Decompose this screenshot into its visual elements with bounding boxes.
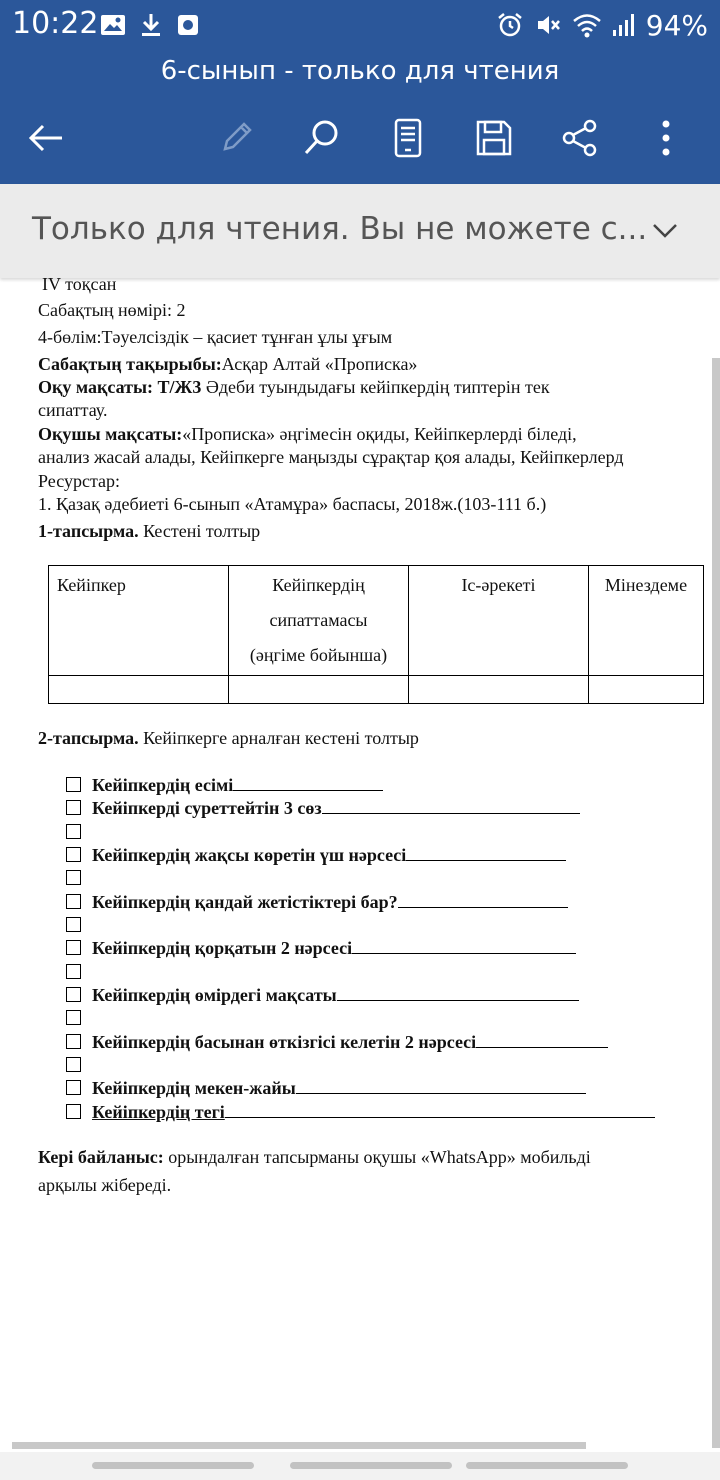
task2-line: [38, 728, 419, 749]
checkbox[interactable]: [66, 894, 81, 909]
checkbox[interactable]: [66, 847, 81, 862]
student-goal-line: [38, 424, 577, 445]
feedback-label: Кері байланыс:: [38, 1147, 164, 1167]
feedback-line: [38, 1147, 591, 1168]
task2-text: Кейіпкерге арналған кестені толтыр: [138, 728, 419, 748]
resources-label: Ресурстар:: [38, 471, 121, 491]
goal-line-2: сипаттау.: [38, 400, 108, 420]
search-icon: [302, 118, 342, 158]
checkbox[interactable]: [66, 777, 81, 792]
nav-handle[interactable]: [92, 1462, 254, 1469]
save-button[interactable]: [464, 105, 524, 170]
checkbox[interactable]: [66, 1057, 81, 1072]
horizontal-scrollbar[interactable]: [12, 1442, 586, 1449]
list-item: Кейіпкерді суреттейтін 3 сөз: [92, 797, 580, 819]
edit-pencil-icon: [217, 119, 255, 157]
list-item: Кейіпкердің тегі: [92, 1101, 655, 1123]
header-cell: Кейіпкердің сипаттамасы (әңгіме бойынша): [229, 566, 409, 676]
checkbox[interactable]: [66, 917, 81, 932]
topic-label: Сабақтың тақырыбы:: [38, 354, 222, 374]
feedback-line-2: арқылы жібереді.: [38, 1175, 172, 1195]
app-bar: [0, 0, 720, 184]
more-button[interactable]: [636, 105, 696, 170]
search-button[interactable]: [292, 105, 352, 170]
task2-label: 2-тапсырма.: [38, 728, 139, 748]
checkbox[interactable]: [66, 870, 81, 885]
list-item: Кейіпкердің жақсы көретін үш нәрсесі: [92, 844, 566, 866]
topic-value: Асқар Алтай «Прописка»: [221, 354, 418, 374]
student-goal-line-2: анализ жасай алады, Кейіпкерге маңызды сұрақтар қоя алады, Кейіпкерлерд: [38, 447, 624, 467]
reading-view-icon: [394, 118, 422, 158]
table-row: [49, 676, 704, 704]
list-item: Кейіпкердің қорқатын 2 нәрсесі: [92, 937, 576, 959]
nav-handle[interactable]: [290, 1462, 452, 1469]
vertical-scrollbar[interactable]: [712, 358, 720, 1448]
table-header-row: [49, 566, 704, 676]
mute-icon: [534, 11, 562, 39]
task1-line: [38, 521, 260, 542]
header-cell: Кейіпкер: [49, 566, 229, 676]
table-cell: [409, 676, 589, 704]
save-icon: [475, 119, 513, 157]
chevron-down-icon[interactable]: [648, 216, 682, 246]
checkbox[interactable]: [66, 964, 81, 979]
more-icon: [661, 119, 671, 157]
share-button[interactable]: [550, 105, 610, 170]
checkbox[interactable]: [66, 940, 81, 955]
toolbar: [0, 105, 720, 170]
nav-handle[interactable]: [466, 1462, 628, 1469]
checkbox[interactable]: [66, 1034, 81, 1049]
document-page: [0, 278, 720, 1438]
image-icon: [100, 13, 126, 37]
checkbox[interactable]: [66, 824, 81, 839]
clock: 10:22: [12, 6, 99, 41]
student-goal-text: «Прописка» әңгімесін оқиды, Кейіпкерлерді біледі,: [182, 424, 577, 444]
feedback-text: орындалған тапсырманы оқушы «WhatsApp» мобильді: [163, 1147, 591, 1167]
alarm-icon: [496, 11, 524, 39]
wifi-icon: [572, 12, 602, 38]
table-cell: [229, 676, 409, 704]
signal-icon: [612, 12, 636, 38]
banner-message: Только для чтения. Вы не можете с...: [32, 211, 648, 247]
document-title: 6-сынып - только для чтения: [160, 56, 560, 86]
reading-view-button[interactable]: [378, 105, 438, 170]
back-icon: [26, 122, 66, 154]
student-goal-label: Оқушы мақсаты:: [38, 424, 183, 444]
section-line: 4-бөлім:Тәуелсіздік – қасиет тұнған ұлы ұғым: [38, 327, 393, 347]
lesson-number: Сабақтың нөмірі: 2: [38, 300, 186, 320]
goal-text: Әдеби туындыдағы кейіпкердің типтерін тек: [201, 377, 550, 397]
quarter-line: IV тоқсан: [42, 278, 117, 294]
table-cell: [589, 676, 704, 704]
list-item: Кейіпкердің мекен-жайы: [92, 1077, 586, 1099]
character-table: [48, 565, 704, 704]
checkbox[interactable]: [66, 1104, 81, 1119]
goal-line: [38, 377, 550, 398]
task1-label: 1-тапсырма.: [38, 521, 139, 541]
list-item: Кейіпкердің өмірдегі мақсаты: [92, 984, 579, 1006]
goal-label: Оқу мақсаты: Т/Ж3: [38, 377, 202, 397]
checkbox[interactable]: [66, 987, 81, 1002]
edit-button[interactable]: [206, 105, 266, 170]
checkbox[interactable]: [66, 800, 81, 815]
task1-text: Кестені толтыр: [138, 521, 261, 541]
header-cell: Мінездеме: [589, 566, 704, 676]
topic-line: [38, 354, 417, 375]
list-item: Кейіпкердің басынан өткізгісі келетін 2 нәрсесі: [92, 1031, 608, 1053]
resource-item: 1. Қазақ әдебиеті 6-сынып «Атамұра» баспасы, 2018ж.(103-111 б.): [38, 494, 547, 514]
share-icon: [561, 119, 599, 157]
record-icon: [176, 13, 200, 37]
read-only-banner[interactable]: [0, 184, 720, 278]
list-item: Кейіпкердің есімі: [92, 774, 383, 796]
battery-level: 94%: [645, 8, 708, 42]
list-item: Кейіпкердің қандай жетістіктері бар?: [92, 891, 568, 913]
checkbox[interactable]: [66, 1080, 81, 1095]
checkbox[interactable]: [66, 1010, 81, 1025]
status-bar: [0, 0, 720, 50]
header-cell: Іс-әрекеті: [409, 566, 589, 676]
back-button[interactable]: [16, 105, 76, 170]
table-cell: [49, 676, 229, 704]
download-icon: [140, 12, 162, 38]
